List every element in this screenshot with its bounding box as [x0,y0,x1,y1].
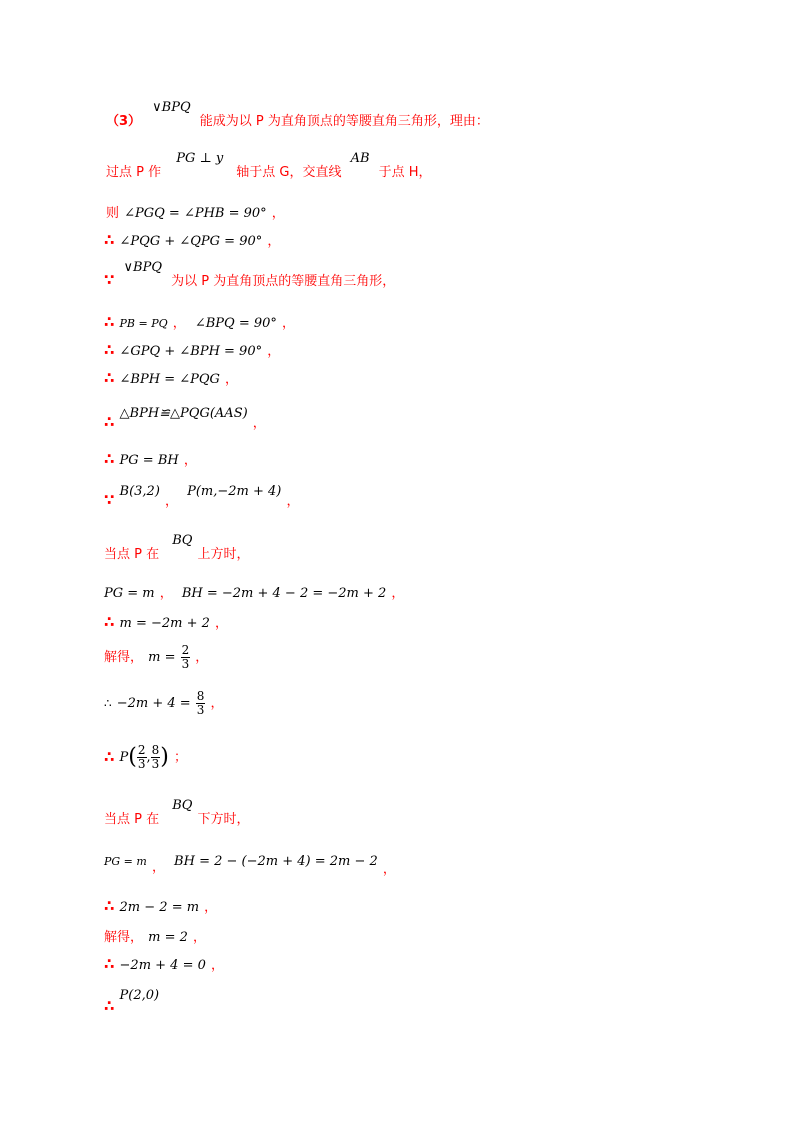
math-expression: ∠PGQ = ∠PHB = 90° [124,206,267,221]
line-text: 解得， [104,650,144,665]
math-expression: m = −2m + 2 [119,616,210,631]
separator: ， [172,316,186,331]
line-text: ， [215,616,229,631]
line-10 [104,451,197,467]
line-text: ， [210,958,224,973]
line-13 [104,584,404,600]
therefore-symbol: ∴ [104,997,115,1015]
therefore-symbol: ∴ [104,341,115,359]
line-21 [104,928,206,944]
math-expression: −2m + 4 = 0 [119,958,206,973]
separator: ， [159,586,173,601]
therefore-symbol: ∴ [104,696,112,711]
right-paren: ) [160,744,169,770]
math-expression: P(m,−2m + 4) [187,484,282,499]
math-expression: PG ⊥ y [176,151,224,166]
math-point-label: P [119,750,129,765]
line-14 [104,614,228,630]
denominator: 3 [151,757,160,771]
math-expression: ∠PQG + ∠QPG = 90° [119,234,263,249]
fraction [151,744,161,771]
math-expression: ∠GPQ + ∠BPH = 90° [119,344,263,359]
line-text: ， [210,696,224,711]
line-17 [104,744,187,771]
line-3 [106,204,285,220]
numerator: 8 [196,689,205,703]
line-8 [104,370,238,386]
line-text: 轴于点 G，交直线 [236,165,342,180]
line-text: ， [267,344,281,359]
math-expression: PB = PQ [119,317,168,330]
therefore-symbol: ∴ [104,955,115,973]
line-4 [104,232,280,248]
math-expression: m = 2 [148,930,188,945]
separator: ， [165,494,179,509]
line-20 [104,898,217,914]
therefore-symbol: ∴ [104,897,115,915]
fraction [196,690,206,717]
line-1 [106,100,489,129]
line-text: 当点 P 在 [104,812,160,827]
line-19 [104,852,396,877]
line-text: ， [252,416,266,431]
fraction [181,644,191,671]
math-expression: △BPH≌△PQG(AAS) [119,406,248,421]
line-text: 能成为以 P 为直角顶点的等腰直角三角形，理由： [199,114,489,129]
line-text: ， [382,862,396,877]
math-expression: BH = 2 − (−2m + 4) = 2m − 2 [174,854,378,869]
line-text: ， [267,234,281,249]
line-text: ， [286,494,300,509]
line-18 [104,798,250,827]
line-9 [104,404,266,431]
line-text: 解得， [104,930,144,945]
line-text: ， [391,586,405,601]
therefore-symbol: ∴ [104,369,115,387]
therefore-symbol: ∴ [104,748,115,766]
line-text: ， [204,900,218,915]
numerator: 2 [181,643,190,657]
math-expression: P(2,0) [119,988,160,1003]
because-symbol: ∵ [104,271,115,289]
line-text: ， [195,650,209,665]
line-text: ， [282,316,296,331]
line-text: ； [173,750,187,765]
therefore-symbol: ∴ [104,450,115,468]
math-expression: ∠BPQ = 90° [194,316,277,331]
separator: , [146,750,151,765]
line-text: 下方时， [197,812,250,827]
math-expression: AB [350,151,370,166]
math-expression: PG = m [104,855,147,868]
line-text: 为以 P 为直角顶点的等腰直角三角形， [171,274,396,289]
line-12 [104,533,250,562]
math-expression: 2m − 2 = m [119,900,200,915]
math-triangle-bpq: ∨BPQ [152,100,191,115]
math-expression: BQ [172,533,193,548]
math-expression: m = [148,650,176,665]
line-text: 则 [106,206,120,221]
because-symbol: ∵ [104,491,115,509]
therefore-symbol: ∴ [104,413,115,431]
line-text: 过点 P 作 [106,165,162,180]
math-expression: BQ [172,798,193,813]
line-6 [104,314,295,330]
math-expression: B(3,2) [119,484,160,499]
line-text: ， [192,930,206,945]
separator: ， [151,860,165,875]
numerator: 2 [137,743,146,757]
therefore-symbol: ∴ [104,231,115,249]
line-text: 上方时， [197,547,250,562]
denominator: 3 [137,757,146,771]
numerator: 8 [151,743,160,757]
line-text: 于点 H， [378,165,432,180]
math-expression: PG = m [104,586,155,601]
line-7 [104,342,280,358]
math-expression: ∠BPH = ∠PQG [119,372,220,387]
therefore-symbol: ∴ [104,313,115,331]
line-22 [104,956,224,972]
math-expression: PG = BH [119,453,179,468]
line-text: ， [225,372,239,387]
line-23 [104,986,160,1015]
math-expression: −2m + 4 = [116,696,191,711]
line-11 [104,482,300,509]
left-paren: ( [128,744,137,770]
line-5 [104,260,396,289]
line-text: ， [271,206,285,221]
denominator: 3 [181,657,190,671]
therefore-symbol: ∴ [104,613,115,631]
line-15 [104,644,208,671]
fraction [137,744,147,771]
line-16 [104,690,224,717]
part-label: （3） [106,114,142,129]
math-expression: BH = −2m + 4 − 2 = −2m + 2 [181,586,387,601]
math-triangle-bpq: ∨BPQ [123,260,163,275]
line-text: 当点 P 在 [104,547,160,562]
denominator: 3 [196,703,205,717]
line-text: ， [183,453,197,468]
